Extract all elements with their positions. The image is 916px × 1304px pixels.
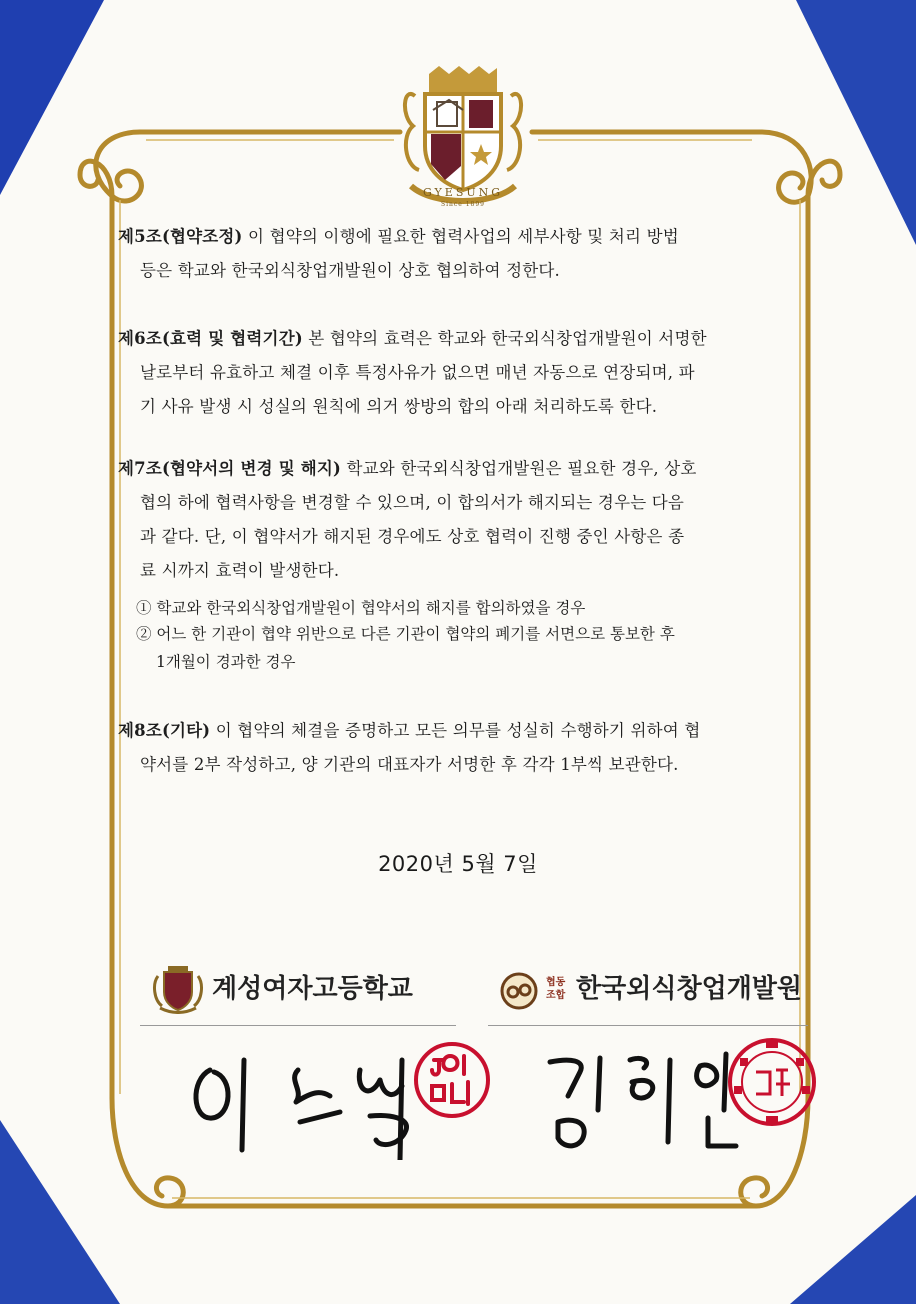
left-seal [412, 1040, 492, 1124]
article-text: 본 협약의 효력은 학교와 한국외식창업개발원이 서명한 [308, 329, 707, 348]
institute-name: 한국외식창업개발원 [576, 974, 803, 1004]
right-signature [540, 1030, 740, 1160]
article-text: 과 같다. 단, 이 협약서가 해지된 경우에도 상호 협력이 진행 중인 사항은 종 [140, 527, 685, 546]
article-7-item-2: ② 어느 한 기관이 협약 위반으로 다른 기관이 협약의 폐기를 서면으로 통보한 후 [136, 625, 675, 643]
article-text: 이 협약의 체결을 증명하고 모든 의무를 성실히 수행하기 위하여 협 [215, 721, 701, 740]
article-text: 학교와 한국외식창업개발원은 필요한 경우, 상호 [346, 459, 697, 478]
crest-subtitle: Since 1899 [441, 201, 485, 208]
article-text: 협의 하에 협력사항을 변경할 수 있으며, 이 합의서가 해지되는 경우는 다음 [140, 493, 685, 512]
school-name: 계성여자고등학교 [212, 974, 413, 1004]
signature-line-right [488, 1025, 808, 1026]
article-title: 제8조(기타) [118, 721, 211, 740]
article-text: 료 시까지 효력이 발생한다. [140, 561, 340, 580]
article-text: 날로부터 유효하고 체결 이후 특정사유가 없으면 매년 자동으로 연장되며, 파 [140, 363, 695, 382]
article-text: 이 협약의 이행에 필요한 협력사업의 세부사항 및 처리 방법 [247, 227, 679, 246]
agreement-date: 2020년 5월 7일 [378, 852, 538, 876]
article-text: 등은 학교와 한국외식창업개발원이 상호 협의하여 정한다. [140, 261, 561, 280]
article-text: 기 사유 발생 시 성실의 원칙에 의거 쌍방의 합의 아래 처리하도록 한다. [140, 397, 658, 416]
institute-badge-bottom: 조합 [546, 990, 566, 1001]
article-7 [118, 452, 814, 588]
article-title: 제6조(효력 및 협력기간) [118, 329, 303, 348]
signature-line-left [140, 1025, 456, 1026]
crest-motto: GYESUNG [422, 186, 504, 199]
article-6 [118, 322, 814, 424]
article-title: 제7조(협약서의 변경 및 해지) [118, 459, 342, 478]
article-title: 제5조(협약조정) [118, 227, 243, 246]
article-8 [118, 714, 814, 782]
article-7-item-1: ① 학교와 한국외식창업개발원이 협약서의 해지를 합의하였을 경우 [136, 599, 586, 617]
article-text: 약서를 2부 작성하고, 양 기관의 대표자가 서명한 후 각각 1부씩 보관한다. [140, 755, 679, 774]
school-logo [152, 966, 204, 1018]
institute-logo [500, 972, 538, 1014]
right-seal [726, 1036, 818, 1132]
article-5 [118, 220, 814, 288]
school-crest [393, 66, 533, 216]
article-7-item-2-cont: 1개월이 경과한 경우 [156, 653, 296, 671]
institute-badge-top: 협동 [546, 977, 566, 988]
left-signature [180, 1030, 450, 1160]
